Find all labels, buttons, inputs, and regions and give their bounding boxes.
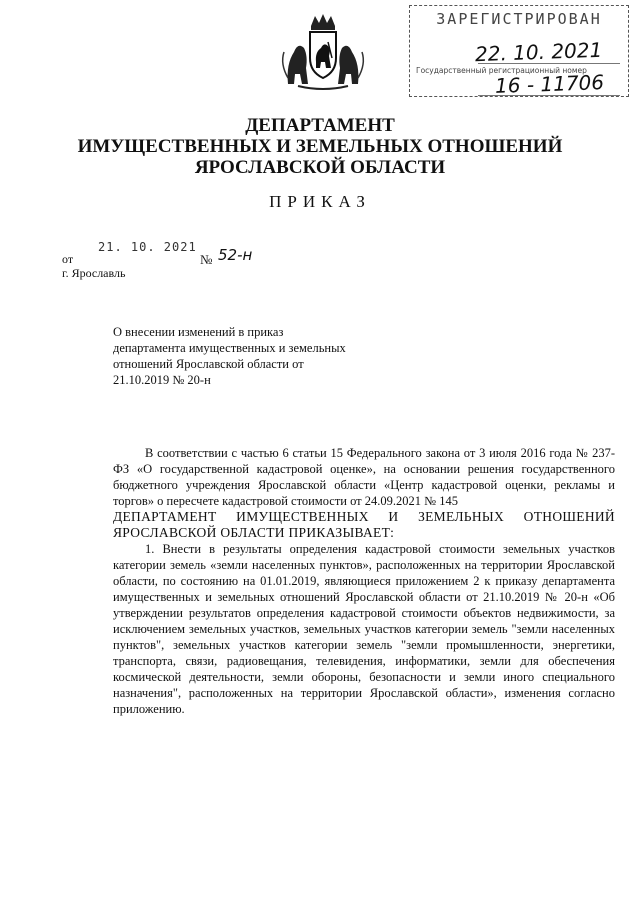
stamp-caption: Государственный регистрационный номер: [416, 66, 587, 75]
number-label: №: [200, 252, 213, 267]
stamp-divider: [478, 63, 620, 64]
stamp-title: ЗАРЕГИСТРИРОВАН: [436, 10, 602, 28]
stamp-date: 22. 10. 2021: [474, 37, 603, 67]
coat-of-arms-icon: [278, 12, 368, 92]
preamble-paragraph: В соответствии с частью 6 статьи 15 Федерального закона от 3 июля 2016 года № 237-ФЗ «О государственной кадастровой оценке», на основании решения государственного бюджетного учреждения Ярославской области «Центр кадастровой оценки, рекламы и торгов» о пересчете кадастровой стоимости от 24.09.2021 № 145: [113, 446, 615, 508]
order-heading: ДЕПАРТАМЕНТ ИМУЩЕСТВЕННЫХ И ЗЕМЕЛЬНЫХ ОТНОШЕНИЙ ЯРОСЛАВСКОЙ ОБЛАСТИ ПРИКАЗЫВАЕТ:: [113, 509, 615, 540]
document-number: 52-н: [218, 246, 253, 264]
document-body: [113, 445, 615, 717]
department-title-line-2: ИМУЩЕСТВЕННЫХ И ЗЕМЕЛЬНЫХ ОТНОШЕНИЙ: [77, 136, 563, 157]
department-title-line-3: ЯРОСЛАВСКОЙ ОБЛАСТИ: [194, 157, 446, 178]
document-date: 21. 10. 2021: [98, 240, 197, 254]
stamp-divider-bottom: [478, 95, 620, 96]
stamp-number: 16 - 11706: [494, 70, 605, 98]
order-item-1: 1. Внести в результаты определения кадастровой стоимости земельных участков категории земель «земли населенных пунктов», расположенных на территории Ярославской области, по состоянию на 01.01.2019, являющиеся приложением 2 к приказу департамента имущественных и земельных отношений Ярославской области от 21.10.2019 № 20-н «Об утверждении результатов определения кадастровой стоимости объектов недвижимости, за исключением земельных участков, земельных участков категории земель "земли населенных пунктов", земельных участков категории земель "земли промышленности, энергетики, транспорта, связи, радиовещания, телевидения, информатики, земли для обеспечения космической деятельности, земли обороны, безопасности и земли иного специального назначения", расположенных на территории Ярославской области», изменения согласно приложению.: [113, 542, 615, 716]
department-title-line-1: ДЕПАРТАМЕНТ: [245, 115, 395, 136]
document-city: г. Ярославль: [62, 266, 126, 280]
document-subject: О внесении изменений в приказ департамента имущественных и земельных отношений Ярославской области от 21.10.2019 № 20-н: [113, 325, 346, 387]
registration-stamp: [409, 5, 629, 97]
document-type: ПРИКАЗ: [269, 192, 371, 211]
date-label: от: [62, 252, 74, 266]
